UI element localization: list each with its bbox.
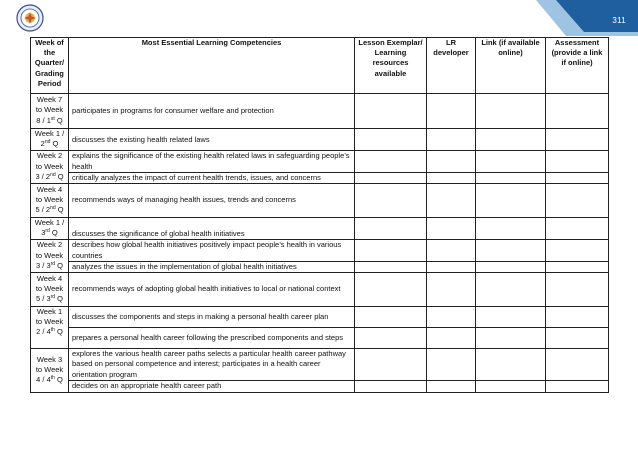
week-quarter: Q xyxy=(54,327,63,337)
competency-cell: discusses the components and steps in making a personal health career plan xyxy=(69,307,355,328)
week-ordinal: nd xyxy=(50,171,56,178)
table-row xyxy=(31,381,609,393)
week-line: to Week xyxy=(35,364,64,374)
week-cell xyxy=(31,129,69,151)
table-row xyxy=(31,240,609,261)
competency-cell: prepares a personal health career following the prescribed components and steps xyxy=(69,328,355,349)
melc-table xyxy=(30,37,609,393)
empty-cell xyxy=(427,273,476,307)
empty-cell xyxy=(427,184,476,218)
week-line: 4 / 4 xyxy=(36,375,51,385)
empty-cell xyxy=(355,184,427,218)
week-line: to Week xyxy=(35,105,64,115)
week-line: 2 / 4 xyxy=(36,327,51,337)
week-ordinal: th xyxy=(50,375,55,382)
header-week: Week of the Quarter/ Grading Period xyxy=(31,38,69,94)
week-line: Week 4 xyxy=(36,184,63,194)
empty-cell xyxy=(427,328,476,349)
week-line: to Week xyxy=(35,283,64,293)
empty-cell xyxy=(546,94,609,129)
empty-cell xyxy=(355,273,427,307)
week-cell xyxy=(31,349,69,393)
week-line: to Week xyxy=(35,317,64,327)
week-quarter: Q xyxy=(49,228,58,238)
empty-cell xyxy=(355,349,427,381)
week-line: Week 3 xyxy=(36,354,63,364)
deped-seal-logo xyxy=(16,4,44,32)
week-cell xyxy=(31,151,69,184)
empty-cell xyxy=(476,184,546,218)
empty-cell xyxy=(476,218,546,240)
header-row xyxy=(31,38,609,94)
empty-cell xyxy=(546,307,609,328)
empty-cell xyxy=(355,151,427,172)
week-cell xyxy=(31,307,69,349)
empty-cell xyxy=(427,381,476,393)
week-line: Week 2 xyxy=(36,240,63,250)
header-assessment: Assessment (provide a link if online) xyxy=(546,38,609,94)
empty-cell xyxy=(355,129,427,151)
week-line: 3 xyxy=(41,228,46,238)
competency-cell: critically analyzes the impact of current health trends, issues, and concerns xyxy=(69,172,355,183)
empty-cell xyxy=(546,172,609,183)
empty-cell xyxy=(476,129,546,151)
empty-cell xyxy=(355,172,427,183)
week-line: Week 1 xyxy=(36,307,63,317)
week-line: 5 / 3 xyxy=(36,294,51,304)
empty-cell xyxy=(546,381,609,393)
empty-cell xyxy=(546,129,609,151)
empty-cell xyxy=(546,349,609,381)
week-line: Week 7 xyxy=(36,95,63,105)
week-cell xyxy=(31,184,69,218)
week-line: to Week xyxy=(35,194,64,204)
competency-cell: analyzes the issues in the implementation of global health initiatives xyxy=(69,261,355,272)
week-ordinal: rd xyxy=(50,260,56,267)
week-quarter: Q xyxy=(55,260,63,270)
competency-cell: explains the significance of the existing health related laws in safeguarding people’s health xyxy=(69,151,355,172)
week-line: 2 xyxy=(40,139,45,149)
empty-cell xyxy=(427,349,476,381)
empty-cell xyxy=(355,94,427,129)
empty-cell xyxy=(476,307,546,328)
table-row xyxy=(31,273,609,307)
table-row xyxy=(31,184,609,218)
header-lr-developer: LR developer xyxy=(427,38,476,94)
week-line: 3 / 3 xyxy=(36,260,51,270)
week-line: Week 1 / xyxy=(34,218,65,228)
empty-cell xyxy=(546,328,609,349)
empty-cell xyxy=(476,261,546,272)
competency-cell: describes how global health initiatives positively impact people’s health in various countries xyxy=(69,240,355,261)
empty-cell xyxy=(546,218,609,240)
empty-cell xyxy=(427,172,476,183)
header-competencies: Most Essential Learning Competencies xyxy=(69,38,355,94)
week-cell xyxy=(31,240,69,273)
table-row xyxy=(31,129,609,151)
week-quarter: Q xyxy=(50,139,59,149)
empty-cell xyxy=(476,349,546,381)
empty-cell xyxy=(427,218,476,240)
empty-cell xyxy=(355,328,427,349)
week-line: to Week xyxy=(35,161,64,171)
competency-cell: explores the various health career paths selects a particular health career pathway based on personal competence and interest; participates in a health career orientation program xyxy=(69,349,355,381)
week-quarter: Q xyxy=(54,115,63,125)
week-ordinal: nd xyxy=(44,139,51,146)
week-cell xyxy=(31,218,69,240)
week-cell xyxy=(31,273,69,307)
week-line: 3 / 2 xyxy=(35,171,51,181)
table-row xyxy=(31,218,609,240)
week-ordinal: rd xyxy=(50,294,56,301)
table-row xyxy=(31,151,609,172)
empty-cell xyxy=(427,94,476,129)
empty-cell xyxy=(427,307,476,328)
table-row xyxy=(31,307,609,328)
week-line: Week 4 xyxy=(36,273,63,283)
empty-cell xyxy=(355,381,427,393)
week-line: 5 / 2 xyxy=(35,205,51,215)
empty-cell xyxy=(427,151,476,172)
week-cell xyxy=(31,94,69,129)
empty-cell xyxy=(546,184,609,218)
empty-cell xyxy=(476,240,546,261)
empty-cell xyxy=(546,151,609,172)
week-ordinal: rd xyxy=(45,228,50,235)
empty-cell xyxy=(476,94,546,129)
table-row xyxy=(31,328,609,349)
table-row xyxy=(31,172,609,183)
empty-cell xyxy=(476,328,546,349)
competency-cell: participates in programs for consumer welfare and protection xyxy=(69,94,355,129)
week-ordinal: th xyxy=(50,327,55,334)
week-quarter: Q xyxy=(55,171,64,181)
week-ordinal: nd xyxy=(50,205,56,212)
empty-cell xyxy=(476,151,546,172)
empty-cell xyxy=(546,261,609,272)
table-row xyxy=(31,94,609,129)
empty-cell xyxy=(476,172,546,183)
week-line: Week 2 xyxy=(36,151,63,161)
week-quarter: Q xyxy=(54,375,63,385)
competency-cell: decides on an appropriate health career path xyxy=(69,381,355,393)
empty-cell xyxy=(355,307,427,328)
header-lesson-exemplar: Lesson Exemplar/ Learning resources available xyxy=(355,38,427,94)
empty-cell xyxy=(476,381,546,393)
competency-cell: discusses the existing health related laws xyxy=(69,129,355,151)
empty-cell xyxy=(355,218,427,240)
competency-cell: discusses the significance of global health initiatives xyxy=(69,218,355,240)
empty-cell xyxy=(546,273,609,307)
competency-cell: recommends ways of managing health issues, trends and concerns xyxy=(69,184,355,218)
week-line: Week 1 / xyxy=(34,129,65,138)
empty-cell xyxy=(355,240,427,261)
week-quarter: Q xyxy=(55,205,64,215)
week-quarter: Q xyxy=(55,294,63,304)
competency-cell: recommends ways of adopting global health initiatives to local or national context xyxy=(69,273,355,307)
header-link: Link (if available online) xyxy=(476,38,546,94)
empty-cell xyxy=(427,240,476,261)
week-line: to Week xyxy=(35,250,64,260)
table-row xyxy=(31,349,609,381)
empty-cell xyxy=(427,129,476,151)
week-ordinal: st xyxy=(50,115,55,122)
empty-cell xyxy=(476,273,546,307)
table-row xyxy=(31,261,609,272)
empty-cell xyxy=(355,261,427,272)
page-number: 311 xyxy=(612,16,626,25)
week-line: 8 / 1 xyxy=(36,115,51,125)
empty-cell xyxy=(546,240,609,261)
empty-cell xyxy=(427,261,476,272)
